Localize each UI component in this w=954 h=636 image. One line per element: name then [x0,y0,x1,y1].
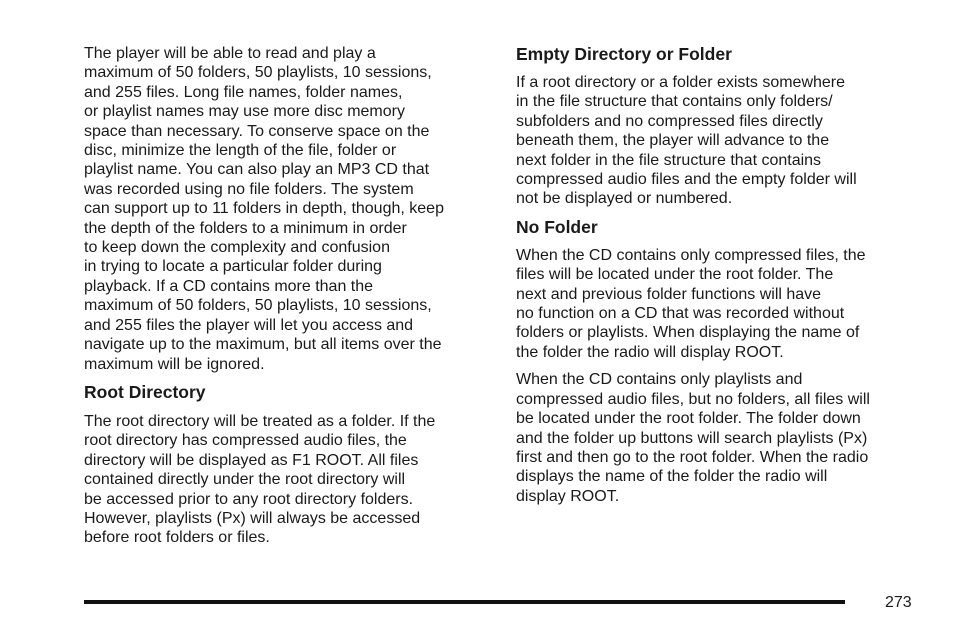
text-line: display ROOT. [516,487,620,505]
text-line: before root folders or files. [84,529,270,547]
no-folder-paragraph-1 [516,246,916,362]
text-line: be located under the root folder. The folder down [516,410,861,428]
text-line: files will be located under the root folder. The [516,266,834,284]
empty-directory-paragraph [516,73,916,209]
root-directory-paragraph [84,412,494,548]
text-line: folders or playlists. When displaying the name of [516,324,860,342]
text-line: next and previous folder functions will have [516,285,822,303]
intro-paragraph [84,44,494,374]
text-line: displays the name of the folder the radio will [516,468,828,486]
left-column [84,44,494,556]
text-line: can support up to 11 folders in depth, though, keep [84,200,444,218]
text-line: subfolders and no compressed files directly [516,112,823,130]
text-line: However, playlists (Px) will always be accessed [84,509,421,527]
text-line: and the folder up buttons will search playlists (Px) [516,429,868,447]
text-line: next folder in the file structure that contains [516,151,822,169]
text-line: If a root directory or a folder exists somewhere [516,74,846,91]
text-line: beneath them, the player will advance to the [516,132,830,150]
text-line: When the CD contains only playlists and [516,371,803,389]
text-line: be accessed prior to any root directory folders. [84,490,414,508]
text-line: the depth of the folders to a minimum in order [84,219,407,237]
text-line: maximum of 50 folders, 50 playlists, 10 sessions, [84,297,432,315]
footer-rule [84,600,845,604]
text-line: and 255 files the player will let you access and [84,316,414,334]
text-line: not be displayed or numbered. [516,190,733,208]
root-directory-heading: Root Directory [84,381,206,402]
text-line: directory will be displayed as F1 ROOT. All files [84,451,419,469]
text-line: in trying to locate a particular folder during [84,258,382,276]
text-line: contained directly under the root directory will [84,471,406,489]
text-line: playlist name. You can also play an MP3 CD that [84,161,430,179]
text-line: or playlist names may use more disc memory [84,103,405,121]
text-line: compressed audio files and the empty folder will [516,171,857,189]
no-folder-paragraph-2 [516,370,916,506]
text-line: no function on a CD that was recorded without [516,305,845,323]
text-line: compressed audio files, but no folders, all files will [516,390,870,408]
right-column [516,44,916,514]
text-line: root directory has compressed audio files, the [84,432,407,450]
text-line: When the CD contains only compressed files, the [516,246,866,264]
text-line: to keep down the complexity and confusion [84,239,390,257]
text-line: maximum of 50 folders, 50 playlists, 10 sessions, [84,64,432,82]
text-line: was recorded using no file folders. The system [84,180,414,198]
text-line: and 255 files. Long file names, folder names, [84,83,403,101]
text-line: first and then go to the root folder. When the radio [516,448,869,466]
text-line: The root directory will be treated as a folder. If the [84,412,436,430]
empty-directory-heading: Empty Directory or Folder [516,44,732,64]
text-line: navigate up to the maximum, but all items over the [84,336,442,354]
text-line: disc, minimize the length of the file, folder or [84,142,397,160]
page-number: 273 [885,594,912,611]
no-folder-heading: No Folder [516,216,598,237]
text-line: The player will be able to read and play a [84,45,376,62]
text-line: the folder the radio will display ROOT. [516,343,784,361]
text-line: playback. If a CD contains more than the [84,277,374,295]
text-line: space than necessary. To conserve space on the [84,122,430,140]
text-line: in the file structure that contains only folders/ [516,93,833,111]
text-line: maximum will be ignored. [84,355,265,373]
